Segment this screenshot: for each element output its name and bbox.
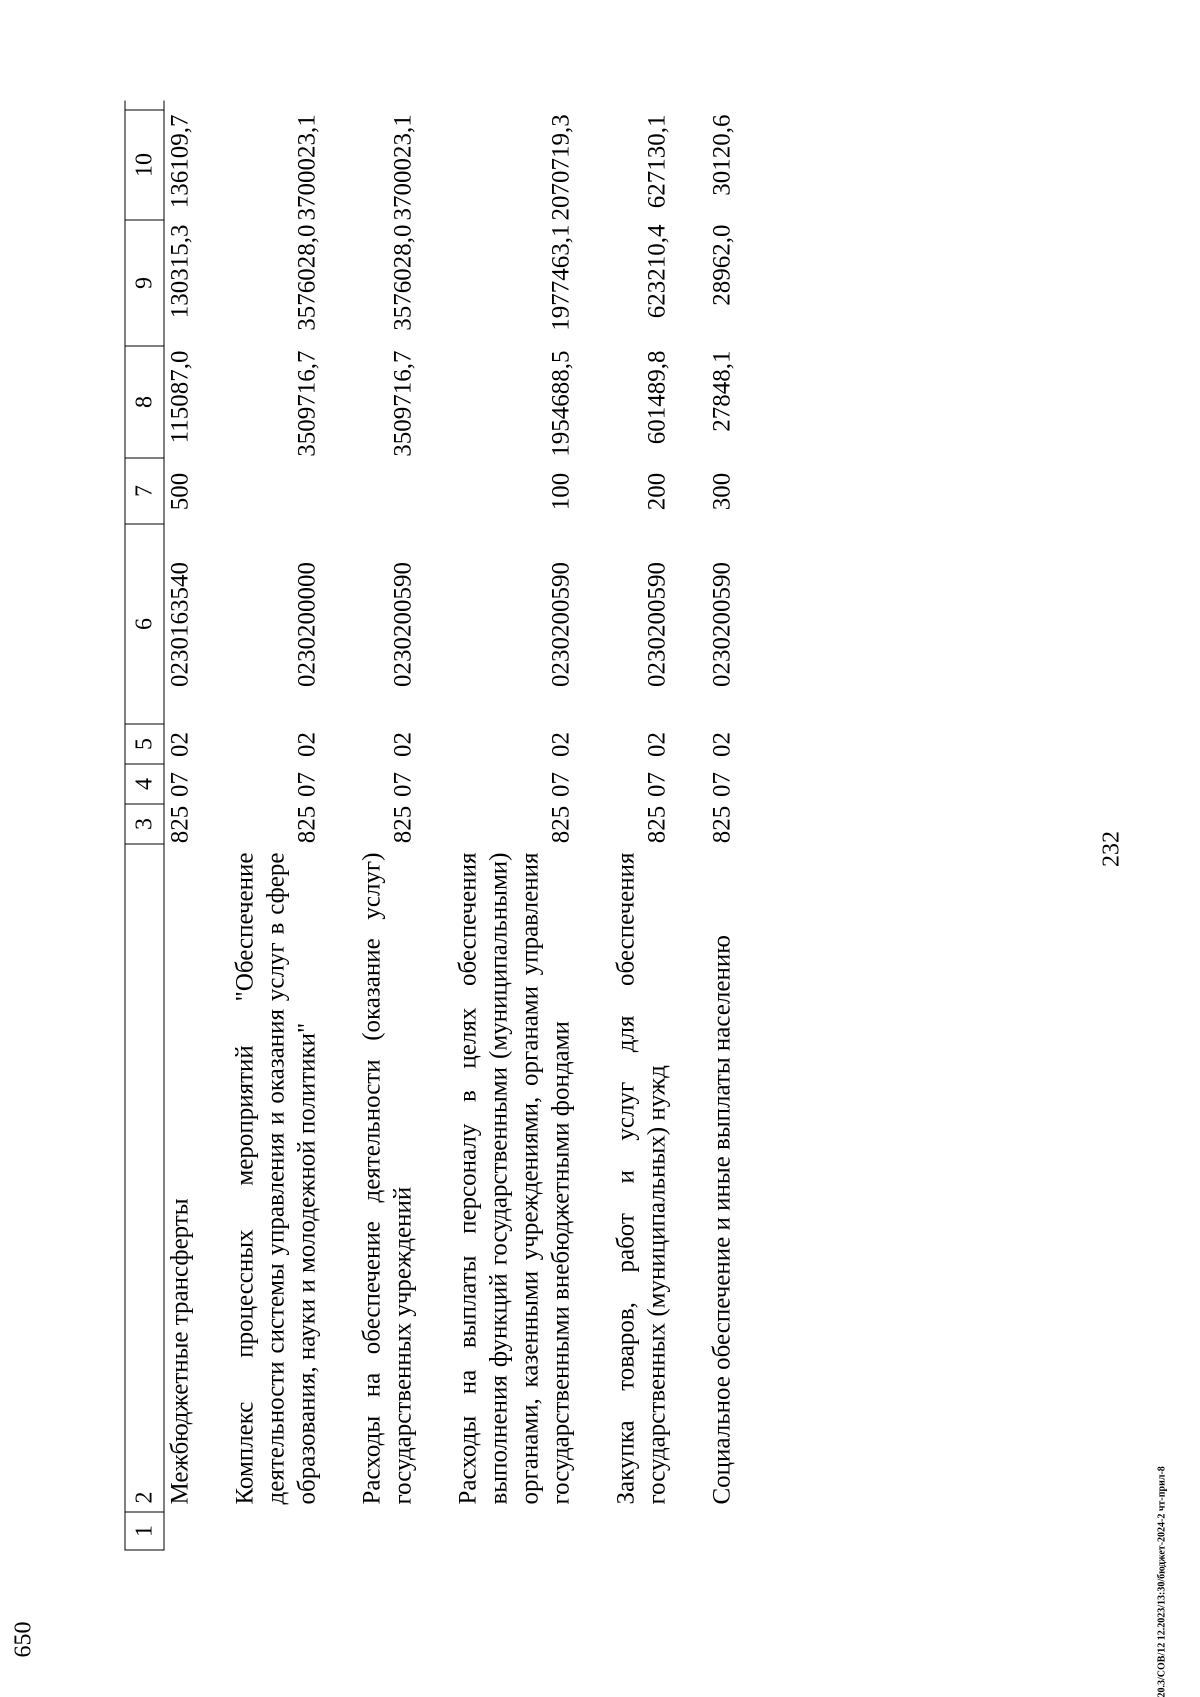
row-number-cell — [229, 1512, 322, 1550]
cell-code-5: 02 — [643, 731, 670, 757]
cell-code-4: 07 — [166, 771, 193, 797]
cell-code-5: 02 — [389, 731, 416, 757]
table-row — [356, 100, 418, 1550]
cell-amount-10: 136109,7 — [166, 114, 193, 208]
cell-code-6: 0230200590 — [708, 561, 735, 687]
cell-code-5: 02 — [708, 731, 735, 757]
cell-code-3: 825 — [293, 805, 320, 843]
cell-code-7: 300 — [708, 472, 735, 510]
cell-code-3: 825 — [166, 805, 193, 843]
row-number-cell — [356, 1512, 418, 1550]
header-col-4: 4 — [125, 763, 163, 803]
cell-code-5: 02 — [166, 731, 193, 757]
table-row — [610, 100, 672, 1550]
cell-code-3: 825 — [643, 805, 670, 843]
cell-amount-10: 3700023,1 — [293, 113, 320, 220]
table-row — [229, 100, 322, 1550]
row-name: Закупка товаров, работ и услуг для обеспечения государственных (муниципальных) нужд — [612, 852, 670, 1504]
sheet-number: 232 — [1098, 830, 1124, 867]
cell-code-3: 825 — [708, 805, 735, 843]
cell-amount-9: 130315,3 — [166, 224, 193, 318]
cell-code-4: 07 — [389, 771, 416, 797]
row-name: Комплекс процессных мероприятий "Обеспечение деятельности системы управления и оказания услуг в сфере образования, науки и молодежной политики" — [231, 852, 320, 1504]
cell-amount-10: 2070719,3 — [547, 113, 574, 220]
cell-amount-10: 627130,1 — [643, 114, 670, 208]
row-name: Социальное обеспечение и иные выплаты населению — [708, 934, 735, 1504]
table-row — [452, 100, 576, 1550]
cell-code-5: 02 — [293, 731, 320, 757]
header-col-9: 9 — [125, 219, 163, 345]
cell-code-4: 07 — [643, 771, 670, 797]
table-header — [124, 100, 164, 1550]
cell-code-5: 02 — [547, 731, 574, 757]
cell-code-7: 100 — [547, 472, 574, 510]
header-col-10: 10 — [125, 109, 163, 219]
header-col-7: 7 — [125, 457, 163, 523]
cell-amount-8: 601489,8 — [643, 350, 670, 444]
row-name: Расходы на обеспечение деятельности (оказание услуг) государственных учреждений — [358, 852, 416, 1504]
cell-code-6: 0230200590 — [547, 561, 574, 687]
page-number: 650 — [10, 1621, 36, 1657]
row-number-cell — [452, 1512, 576, 1550]
cell-amount-9: 3576028,0 — [389, 224, 416, 331]
cell-code-7: 200 — [643, 472, 670, 510]
table-row — [706, 100, 737, 1550]
cell-code-4: 07 — [708, 771, 735, 797]
cell-code-3: 825 — [389, 805, 416, 843]
cell-code-4: 07 — [547, 771, 574, 797]
cell-code-4: 07 — [293, 771, 320, 797]
header-col-5: 5 — [125, 723, 163, 763]
cell-amount-10: 30120,6 — [708, 114, 735, 196]
cell-amount-8: 27848,1 — [708, 350, 735, 432]
header-col-8: 8 — [125, 345, 163, 457]
row-number-cell — [164, 1512, 195, 1550]
table-row — [164, 100, 195, 1550]
header-col-3: 3 — [125, 803, 163, 843]
cell-amount-9: 3576028,0 — [293, 224, 320, 331]
row-name: Расходы на выплаты персоналу в целях обеспечения выполнения функций государственными (муниципальными) органами, казенными учреждениями, органами управления государственными внебюджетными фондами — [454, 852, 574, 1504]
cell-code-6: 0230200590 — [643, 561, 670, 687]
cell-code-3: 825 — [547, 805, 574, 843]
cell-amount-8: 115087,0 — [166, 350, 193, 443]
header-col-1: 1 — [125, 1511, 163, 1549]
cell-code-6: 0230163540 — [166, 561, 193, 687]
header-col-2: 2 — [125, 843, 163, 1511]
cell-amount-9: 28962,0 — [708, 224, 735, 306]
cell-amount-8: 3509716,7 — [389, 350, 416, 457]
budget-table — [124, 100, 737, 1550]
cell-code-6: 0230200590 — [389, 561, 416, 687]
cell-code-6: 0230200000 — [293, 561, 320, 687]
header-col-6: 6 — [125, 523, 163, 723]
row-number-cell — [610, 1512, 672, 1550]
cell-amount-9: 1977463,1 — [547, 224, 574, 331]
row-number-cell — [706, 1512, 737, 1550]
cell-amount-9: 623210,4 — [643, 224, 670, 318]
row-name: Межбюджетные трансферты — [166, 1197, 193, 1504]
cell-amount-10: 3700023,1 — [389, 113, 416, 220]
cell-amount-8: 1954688,5 — [547, 350, 574, 457]
cell-code-7: 500 — [166, 472, 193, 510]
document-code: 20.3/СОВ/12 12.2023/13:30/бюджет-2024-2 чт-прил-8 — [1156, 1465, 1167, 1697]
cell-amount-8: 3509716,7 — [293, 350, 320, 457]
